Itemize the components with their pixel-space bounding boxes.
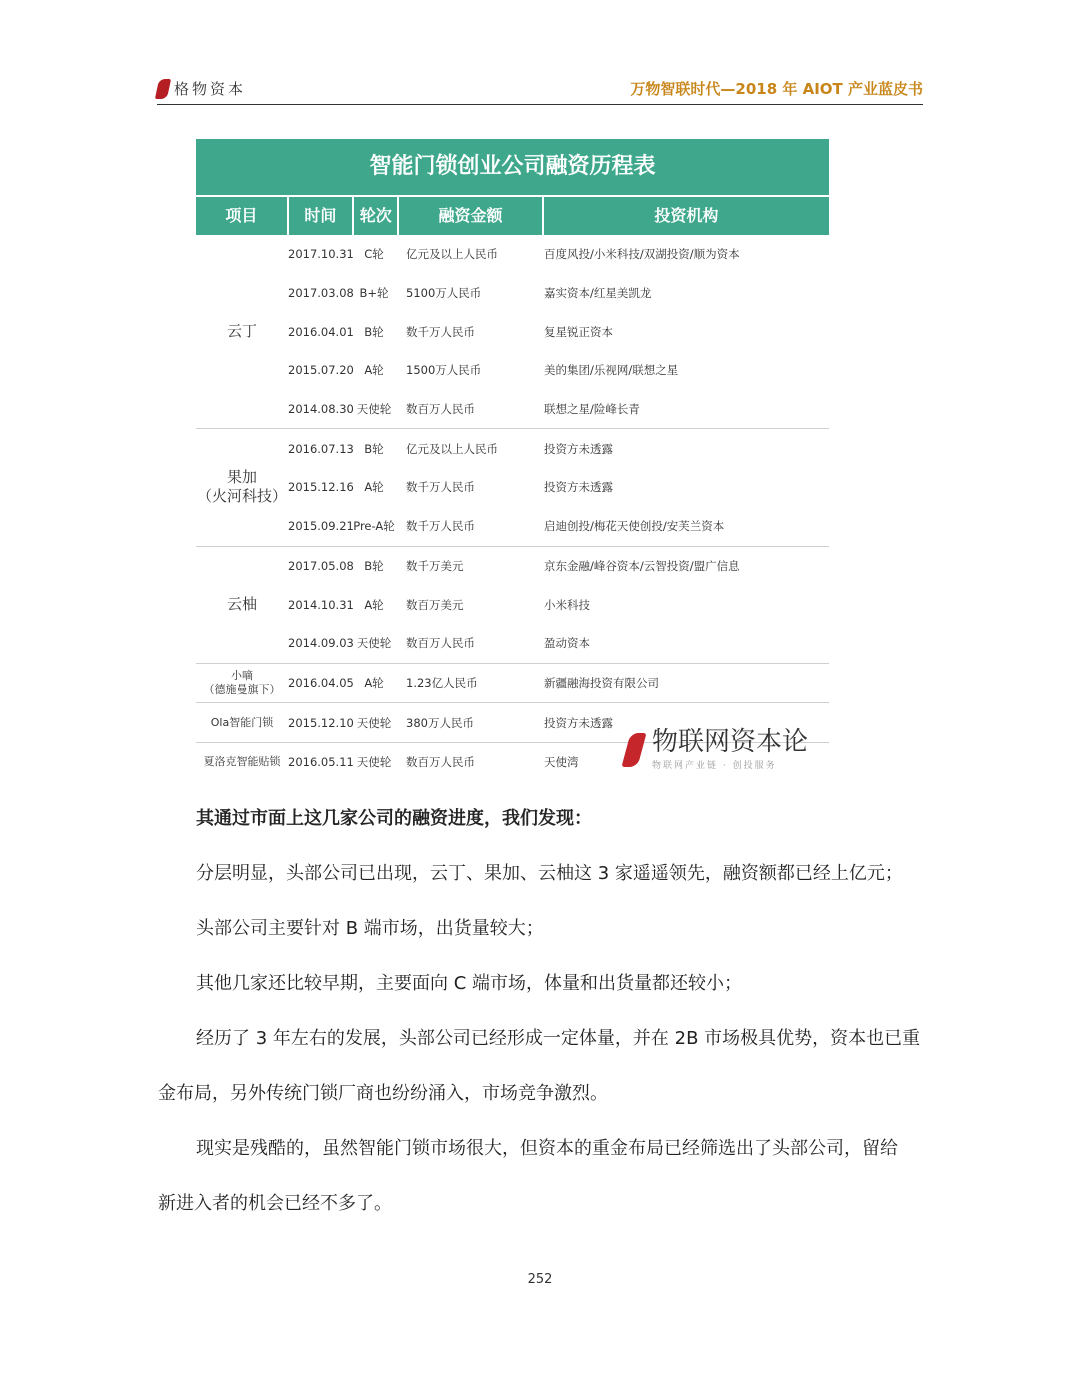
table-cell: 天使湾 xyxy=(544,755,579,770)
table-title: 智能门锁创业公司融资历程表 xyxy=(196,139,829,197)
table-cell: 数千万人民币 xyxy=(406,519,475,534)
table-cell: B轮 xyxy=(364,324,384,339)
table-cell: 数千万人民币 xyxy=(406,324,475,339)
finding-paragraph: 分层明显，头部公司已出现，云丁、果加、云柚这 3 家遥遥领先，融资额都已经上亿元； xyxy=(196,863,903,884)
table-cell: 2016.07.13 xyxy=(288,441,354,456)
table-cell: 2017.05.08 xyxy=(288,558,354,573)
finding-paragraph-cont: 金布局，另外传统门锁厂商也纷纷涌入，市场竞争激烈。 xyxy=(158,1083,608,1104)
table-row xyxy=(288,429,829,468)
table-cell: 天使轮 xyxy=(356,755,392,770)
table-cell: 嘉实资本/红星美凯龙 xyxy=(544,286,652,301)
company-logo xyxy=(157,78,246,99)
column-header: 项目 xyxy=(196,197,289,235)
table-cell: 天使轮 xyxy=(356,636,392,651)
table-cell: 5100万人民币 xyxy=(406,286,482,301)
table-group xyxy=(196,235,829,429)
logo-text: 格物资本 xyxy=(174,80,247,98)
table-cell: 数千万人民币 xyxy=(406,480,475,495)
table-row xyxy=(288,468,829,507)
table-row xyxy=(288,390,829,429)
table-cell: 复星锐正资本 xyxy=(544,324,613,339)
table-cell: 1500万人民币 xyxy=(406,363,482,378)
column-header: 投资机构 xyxy=(654,206,719,225)
table-cell: 数百万人民币 xyxy=(406,755,475,770)
table-cell: 380万人民币 xyxy=(406,715,474,730)
company-name: 云柚 xyxy=(226,595,257,614)
table-cell: 2014.10.31 xyxy=(288,597,354,612)
table-cell: 美的集团/乐视网/联想之星 xyxy=(544,363,679,378)
table-cell: 百度风投/小米科技/双湖投资/顺为资本 xyxy=(544,247,740,262)
table-cell: A轮 xyxy=(364,363,384,378)
company-name: 果加 （火河科技） xyxy=(196,468,287,506)
watermark xyxy=(626,728,808,771)
table-cell: 2015.09.21 xyxy=(288,519,354,534)
table-cell: 2017.03.08 xyxy=(288,286,354,301)
table-cell: 联想之星/险峰长青 xyxy=(544,402,640,417)
table-cell: 2016.05.11 xyxy=(288,755,354,770)
column-header: 轮次 xyxy=(354,197,399,235)
table-cell: 小米科技 xyxy=(544,597,590,612)
table-group xyxy=(196,429,829,546)
findings-heading: 其通过市面上这几家公司的融资进度，我们发现： xyxy=(196,808,592,829)
table-cell: 投资方未透露 xyxy=(544,715,613,730)
finding-paragraph: 经历了 3 年左右的发展，头部公司已经形成一定体量，并在 2B 市场极具优势，资本也已重 xyxy=(196,1028,921,1049)
finding-paragraph: 其他几家还比较早期，主要面向 C 端市场，体量和出货量都还较小； xyxy=(196,973,743,994)
watermark-title: 物联网资本论 xyxy=(652,727,809,757)
table-cell: B轮 xyxy=(364,558,384,573)
table-cell: 投资方未透露 xyxy=(544,480,613,495)
table-group xyxy=(196,664,829,704)
table-cell: 2016.04.01 xyxy=(288,324,354,339)
table-row xyxy=(288,235,829,274)
table-cell: 亿元及以上人民币 xyxy=(406,247,498,262)
table-row xyxy=(288,585,829,624)
table-cell: 数百万美元 xyxy=(406,597,464,612)
table-cell: 天使轮 xyxy=(356,402,392,417)
table-cell: 盈动资本 xyxy=(544,636,590,651)
company-name: Ola智能门锁 xyxy=(210,715,274,729)
table-cell: 2014.08.30 xyxy=(288,402,354,417)
document-title: 万物智联时代—2018 年 AIOT 产业蓝皮书 xyxy=(630,80,923,98)
logo-mark-icon xyxy=(155,79,171,99)
table-cell: 2015.12.10 xyxy=(288,715,354,730)
table-body xyxy=(196,235,829,782)
table-cell: 京东金融/峰谷资本/云智投资/盟广信息 xyxy=(544,558,740,573)
table-cell: B+轮 xyxy=(359,286,389,301)
watermark-logo-icon xyxy=(621,733,646,767)
column-header: 融资金额 xyxy=(399,197,543,235)
table-cell: 2015.07.20 xyxy=(288,363,354,378)
financing-table xyxy=(196,139,829,782)
finding-paragraph-cont: 新进入者的机会已经不多了。 xyxy=(158,1193,392,1214)
company-name: 小嘀 （德施曼旗下） xyxy=(203,668,281,696)
company-name: 夏洛克智能贴锁 xyxy=(203,755,281,769)
table-row xyxy=(288,547,829,586)
table-cell: A轮 xyxy=(364,597,384,612)
table-cell: A轮 xyxy=(364,480,384,495)
table-cell: C轮 xyxy=(364,247,384,262)
table-row xyxy=(288,312,829,351)
table-cell: 启迪创投/梅花天使创投/安芙兰资本 xyxy=(544,519,725,534)
page-number: 252 xyxy=(527,1272,553,1287)
watermark-subtitle: 物联网产业链 · 创投服务 xyxy=(652,761,777,771)
table-cell: B轮 xyxy=(364,441,384,456)
table-cell: 1.23亿人民币 xyxy=(406,675,478,690)
company-name: 云丁 xyxy=(226,322,257,341)
table-cell: 2016.04.05 xyxy=(288,675,354,690)
table-cell: 数千万美元 xyxy=(406,558,464,573)
table-row xyxy=(288,274,829,313)
table-row xyxy=(288,507,829,546)
table-row xyxy=(288,624,829,663)
table-cell: 亿元及以上人民币 xyxy=(406,441,498,456)
table-cell: 天使轮 xyxy=(356,715,392,730)
page-header xyxy=(157,76,923,105)
table-header xyxy=(196,197,829,235)
table-cell: 新疆融海投资有限公司 xyxy=(544,675,659,690)
finding-paragraph: 现实是残酷的，虽然智能门锁市场很大，但资本的重金布局已经筛选出了头部公司，留给 xyxy=(196,1138,898,1159)
table-cell: 2017.10.31 xyxy=(288,247,354,262)
table-cell: A轮 xyxy=(364,675,384,690)
column-header: 时间 xyxy=(289,197,354,235)
table-cell: 投资方未透露 xyxy=(544,441,613,456)
table-cell: 2014.09.03 xyxy=(288,636,354,651)
table-row xyxy=(288,664,829,703)
table-row xyxy=(288,351,829,390)
table-cell: 2015.12.16 xyxy=(288,480,354,495)
table-cell: Pre-A轮 xyxy=(353,519,395,534)
table-cell: 数百万人民币 xyxy=(406,402,475,417)
table-cell: 数百万人民币 xyxy=(406,636,475,651)
table-group xyxy=(196,547,829,664)
finding-paragraph: 头部公司主要针对 B 端市场，出货量较大； xyxy=(196,918,544,939)
